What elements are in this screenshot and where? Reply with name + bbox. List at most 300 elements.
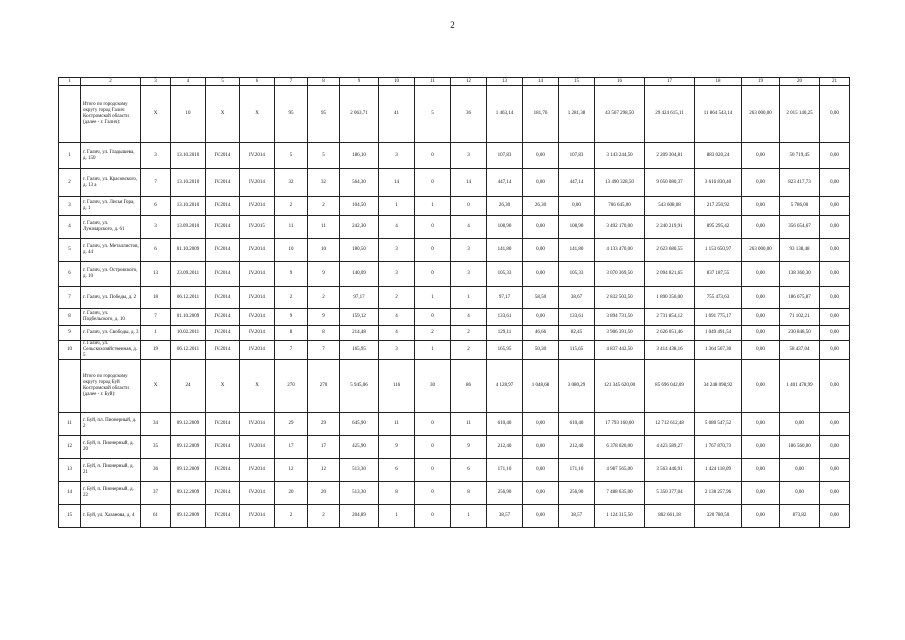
table-cell-col-19: 0,00 [742,505,780,528]
table-cell-col-11: 0 [415,459,451,482]
table-cell-col-15: 108,90 [559,216,595,239]
table-cell-col-1: 15 [59,505,81,528]
table-cell-col-19: 0,00 [742,287,780,309]
table-cell-col-1 [59,86,81,143]
table-cell-col-13: 26,30 [487,197,523,216]
table-cell-col-9: 5 945,06 [340,360,379,413]
table-cell-col-12: 1 [451,287,487,309]
table-cell-col-5: IV.2014 [206,143,240,169]
table-cell-col-5: IV.2014 [206,326,240,341]
table-cell-col-4: 4 [171,78,206,86]
table-cell-col-14: 1 048,68 [523,360,559,413]
table-cell-col-7: 7 [275,78,308,86]
table-cell-col-10: 41 [379,86,415,143]
table-cell-col-5: IV.2014 [206,197,240,216]
housing-program-table [58,77,850,528]
table-cell-col-6: IV.2014 [240,436,275,459]
table-cell-col-3: 18 [141,287,171,309]
table-cell-col-2: г. Буй, п. Пионерный, д. 22 [81,482,141,505]
table-cell-col-4: 10.02.2011 [171,326,206,341]
table-cell-col-21: 0,00 [820,436,850,459]
table-cell-col-20: 823 417,73 [780,169,820,197]
header-row [59,78,850,86]
table-cell-col-2: г. Галич, ул. Островского, д. 10 [81,262,141,287]
table-cell-col-10: 1 [379,197,415,216]
table-cell-col-8: 9 [308,262,340,287]
table-cell-col-9: 159,12 [340,309,379,326]
table-cell-col-14: 46,66 [523,326,559,341]
table-cell-col-2: г. Буй, п. Пионерный, д. 21 [81,459,141,482]
table-cell-col-16: 121 345 620,00 [595,360,645,413]
table-cell-col-12: 0 [451,197,487,216]
table-cell-col-3: 34 [141,413,171,436]
table-cell-col-10: 1 [379,505,415,528]
table-cell-col-6: IV.2015 [240,216,275,239]
table-cell-col-20: 2 015 140,25 [780,86,820,143]
table-cell-col-9: 140,09 [340,262,379,287]
table-cell-col-17: 17 [645,78,695,86]
table-cell-col-14: 0,00 [523,216,559,239]
table-cell-col-17: 2 626 051,46 [645,326,695,341]
table-cell-col-12: 36 [451,86,487,143]
table-cell-col-13: 38,57 [487,505,523,528]
table-cell-col-8: 10 [308,239,340,262]
table-cell-col-6: 6 [240,78,275,86]
table-cell-col-16: 3 143 244,50 [595,143,645,169]
table-cell-col-5: IV.2014 [206,287,240,309]
table-row [59,239,850,262]
table-cell-col-16: 4 837 442,50 [595,341,645,360]
table-cell-col-16: 4 987 565,00 [595,459,645,482]
table-cell-col-15: 141,80 [559,239,595,262]
table-cell-col-4: 06.12.2011 [171,287,206,309]
table-cell-col-6: IV.2014 [240,413,275,436]
table-cell-col-13: 447,14 [487,169,523,197]
table-cell-col-3: 36 [141,459,171,482]
table-cell-col-11: 0 [415,216,451,239]
table-cell-col-20: 873,82 [780,505,820,528]
table-cell-col-14: 14 [523,78,559,86]
table-cell-col-4: 10 [171,86,206,143]
table-cell-col-4: 13.09.2010 [171,216,206,239]
table-cell-col-17: 5 350 377,04 [645,482,695,505]
table-cell-col-3: X [141,360,171,413]
table-cell-col-1: 4 [59,216,81,239]
table-cell-col-5: IV.2014 [206,216,240,239]
table-cell-col-20: 0,00 [780,482,820,505]
table-cell-col-2: Итого по городскому округу город Галич Костромской области (далее - г. Галич): [81,86,141,143]
table-cell-col-18: 3 616 830,40 [695,169,742,197]
table-cell-col-14: 0,00 [523,309,559,326]
table-row [59,169,850,197]
table-cell-col-19: 263 000,00 [742,86,780,143]
table-cell-col-13: 610,40 [487,413,523,436]
table-cell-col-19: 0,00 [742,341,780,360]
table-cell-col-17: 802 661,18 [645,505,695,528]
table-cell-col-9: 425,90 [340,436,379,459]
table-cell-col-11: 1 [415,197,451,216]
table-cell-col-21: 0,00 [820,216,850,239]
table-cell-col-19: 0,00 [742,436,780,459]
table-cell-col-7: 20 [275,482,308,505]
table-cell-col-17: 2 240 219,91 [645,216,695,239]
table-cell-col-20: 58 437,04 [780,341,820,360]
table-cell-col-9: 104,50 [340,197,379,216]
table-cell-col-13: 97,17 [487,287,523,309]
table-cell-col-5: X [206,86,240,143]
table-cell-col-18: 1 364 567,30 [695,341,742,360]
table-cell-col-18: 2 138 257,96 [695,482,742,505]
table-cell-col-12: 4 [451,216,487,239]
table-cell-col-8: 9 [308,309,340,326]
table-cell-col-19: 0,00 [742,360,780,413]
table-cell-col-1: 3 [59,197,81,216]
table-cell-col-21: 0,00 [820,459,850,482]
table-row [59,505,850,528]
table-cell-col-21: 0,00 [820,239,850,262]
table-row [59,309,850,326]
table-cell-col-14: 181,76 [523,86,559,143]
table-cell-col-16: 3 894 731,50 [595,309,645,326]
table-cell-col-1: 8 [59,309,81,326]
table-cell-col-10: 4 [379,216,415,239]
table-cell-col-11: 0 [415,413,451,436]
table-cell-col-7: 12 [275,459,308,482]
table-cell-col-8: 7 [308,341,340,360]
table-cell-col-20: 138 360,30 [780,262,820,287]
table-cell-col-11: 0 [415,505,451,528]
table-cell-col-9: 645,90 [340,413,379,436]
table-cell-col-1: 1 [59,143,81,169]
table-cell-col-5: IV.2014 [206,482,240,505]
table-cell-col-6: IV.2014 [240,262,275,287]
table-cell-col-14: 0,00 [523,239,559,262]
table-cell-col-11: 1 [415,341,451,360]
table-cell-col-21: 0,00 [820,197,850,216]
table-cell-col-1: 2 [59,169,81,197]
table-cell-col-11: 0 [415,143,451,169]
table-cell-col-18: 1 424 118,09 [695,459,742,482]
table-cell-col-1: 7 [59,287,81,309]
table-cell-col-15: 105,33 [559,262,595,287]
table-cell-col-13: 165,95 [487,341,523,360]
table-cell-col-16: 7 488 635,00 [595,482,645,505]
table-cell-col-16: 4 133 470,00 [595,239,645,262]
table-cell-col-18: 11 864 543,14 [695,86,742,143]
table-cell-col-7: 9 [275,309,308,326]
table-cell-col-20: 50 719,45 [780,143,820,169]
table-cell-col-2: г. Галич, ул. Красовского, д. 13 а [81,169,141,197]
table-cell-col-7: 10 [275,239,308,262]
table-cell-col-2: г. Галич, ул. Гладышева, д. 150 [81,143,141,169]
table-cell-col-9: 2 063,71 [340,86,379,143]
table-cell-col-14: 0,00 [523,262,559,287]
table-cell-col-16: 3 492 170,00 [595,216,645,239]
table-cell-col-14: 0,00 [523,482,559,505]
table-cell-col-2: г. Галич, ул. Сельскохозяйственная, д. 5 [81,341,141,360]
table-cell-col-21: 0,00 [820,262,850,287]
table-cell-col-19: 0,00 [742,309,780,326]
table-cell-col-13: 105,33 [487,262,523,287]
table-cell-col-5: IV.2014 [206,239,240,262]
table-cell-col-17: 2 209 304,81 [645,143,695,169]
table-cell-col-18: 320 780,50 [695,505,742,528]
table-cell-col-11: 11 [415,78,451,86]
table-cell-col-5: IV.2014 [206,309,240,326]
table-cell-col-17: 3 414 438,16 [645,341,695,360]
table-cell-col-9: 180,50 [340,239,379,262]
table-cell-col-16: 1 124 315,50 [595,505,645,528]
table-cell-col-8: 2 [308,287,340,309]
table-row [59,326,850,341]
table-cell-col-3: 13 [141,262,171,287]
table-cell-col-1: 14 [59,482,81,505]
table-cell-col-4: 09.12.2009 [171,482,206,505]
table-cell-col-10: 9 [379,436,415,459]
table-cell-col-6: IV.2014 [240,309,275,326]
table-cell-col-13: 212,40 [487,436,523,459]
table-cell-col-3: 7 [141,169,171,197]
table-cell-col-13: 4 128,97 [487,360,523,413]
table-cell-col-2: г. Галич, ул. Луначарского, д. 61 [81,216,141,239]
table-cell-col-17: 2 094 821,65 [645,262,695,287]
table-cell-col-18: 1 767 870,73 [695,436,742,459]
table-cell-col-13: 108,90 [487,216,523,239]
table-cell-col-19: 0,00 [742,169,780,197]
table-cell-col-4: 13.10.2010 [171,143,206,169]
table-cell-col-12: 2 [451,341,487,360]
table-cell-col-8: 2 [308,197,340,216]
table-cell-col-14: 0,00 [523,436,559,459]
table-cell-col-7: 270 [275,360,308,413]
table-cell-col-8: 12 [308,459,340,482]
table-cell-col-14: 0,00 [523,169,559,197]
table-cell-col-12: 3 [451,262,487,287]
table-cell-col-11: 1 [415,287,451,309]
table-cell-col-6: IV.2014 [240,169,275,197]
total-row [59,86,850,143]
table-cell-col-14: 58,50 [523,287,559,309]
table-cell-col-10: 3 [379,341,415,360]
table-cell-col-2: г. Буй, пл. Пионерный, д. 2 [81,413,141,436]
table-cell-col-6: IV.2014 [240,326,275,341]
table-cell-col-10: 10 [379,78,415,86]
table-cell-col-5: 5 [206,78,240,86]
table-cell-col-21: 0,00 [820,341,850,360]
table-cell-col-18: 5 080 547,52 [695,413,742,436]
table-cell-col-10: 4 [379,309,415,326]
table-cell-col-5: X [206,360,240,413]
table-cell-col-3: 1 [141,326,171,341]
table-cell-col-17: 2 623 680,55 [645,239,695,262]
table-cell-col-1: 11 [59,413,81,436]
table-row [59,262,850,287]
table-cell-col-15: 115,65 [559,341,595,360]
table-cell-col-3: X [141,86,171,143]
table-cell-col-4: 06.12.2011 [171,341,206,360]
total-row [59,360,850,413]
table-cell-col-11: 0 [415,436,451,459]
table-cell-col-12: 4 [451,309,487,326]
table-cell-col-21: 0,00 [820,360,850,413]
table-row [59,436,850,459]
table-cell-col-11: 0 [415,239,451,262]
table-cell-col-2: г. Буй, п. Пионерный, д. 20 [81,436,141,459]
table-cell-col-10: 3 [379,143,415,169]
table-cell-col-5: IV.2014 [206,436,240,459]
table-cell-col-14: 0,00 [523,413,559,436]
table-cell-col-14: 0,00 [523,143,559,169]
table-cell-col-17: 3 563 446,91 [645,459,695,482]
table-cell-col-17: 9 050 080,37 [645,169,695,197]
table-cell-col-14: 0,00 [523,505,559,528]
table-cell-col-6: X [240,86,275,143]
table-cell-col-21: 0,00 [820,143,850,169]
table-cell-col-7: 29 [275,413,308,436]
table-cell-col-4: 09.12.2009 [171,436,206,459]
table-cell-col-5: IV.2014 [206,262,240,287]
table-cell-col-19: 19 [742,78,780,86]
table-cell-col-4: 09.12.2009 [171,413,206,436]
page-number: 2 [450,20,455,30]
table-cell-col-18: 883 020,24 [695,143,742,169]
table-cell-col-3: 19 [141,341,171,360]
table-cell-col-2: 2 [81,78,141,86]
table-cell-col-21: 0,00 [820,326,850,341]
table-cell-col-13: 256,90 [487,482,523,505]
table-cell-col-11: 0 [415,482,451,505]
table-cell-col-3: 37 [141,482,171,505]
table-cell-col-10: 2 [379,287,415,309]
table-cell-col-2: Итого по городскому округу город Буй Костромской области (далее - г. Буй): [81,360,141,413]
table-cell-col-8: 95 [308,86,340,143]
table-cell-col-19: 0,00 [742,413,780,436]
table-cell-col-11: 0 [415,262,451,287]
table-cell-col-2: г. Галич, ул. Подбельского, д. 10 [81,309,141,326]
table-cell-col-12: 2 [451,326,487,341]
table-cell-col-8: 11 [308,216,340,239]
table-cell-col-11: 5 [415,86,451,143]
table-cell-col-1: 5 [59,239,81,262]
table-cell-col-14: 50,30 [523,341,559,360]
table-cell-col-6: IV.2014 [240,482,275,505]
table-cell-col-12: 1 [451,505,487,528]
table-cell-col-18: 837 187,55 [695,262,742,287]
table-cell-col-7: 11 [275,216,308,239]
table-cell-col-11: 0 [415,309,451,326]
table-cell-col-7: 2 [275,197,308,216]
table-cell-col-7: 7 [275,341,308,360]
table-cell-col-8: 29 [308,413,340,436]
table-cell-col-2: г. Галич, ул. Металлистов, д. 44 [81,239,141,262]
table-cell-col-3: 6 [141,197,171,216]
table-cell-col-4: 13.10.2010 [171,197,206,216]
table-cell-col-13: 1 463,14 [487,86,523,143]
table-cell-col-15: 38,67 [559,287,595,309]
table-cell-col-9: 214,48 [340,326,379,341]
table-cell-col-4: 09.12.2009 [171,459,206,482]
table-cell-col-6: IV.2014 [240,239,275,262]
table-cell-col-1: 10 [59,341,81,360]
table-row [59,341,850,360]
table-cell-col-3: 3 [141,216,171,239]
table-cell-col-19: 0,00 [742,216,780,239]
table-cell-col-2: г. Галич, ул. Лисья Гора, д. 1 [81,197,141,216]
table-cell-col-21: 0,00 [820,482,850,505]
table-cell-col-5: IV.2014 [206,505,240,528]
table-cell-col-6: IV.2014 [240,197,275,216]
table-cell-col-2: г. Галич, ул. Победы, д. 2 [81,287,141,309]
table-cell-col-1: 13 [59,459,81,482]
table-cell-col-1 [59,360,81,413]
table-cell-col-10: 4 [379,326,415,341]
table-cell-col-17: 2 731 854,12 [645,309,695,326]
table-cell-col-9: 97,17 [340,287,379,309]
table-cell-col-9: 513,30 [340,459,379,482]
table-cell-col-12: 6 [451,459,487,482]
table-cell-col-18: 895 295,42 [695,216,742,239]
table-cell-col-10: 3 [379,262,415,287]
table-cell-col-3: 6 [141,239,171,262]
table-cell-col-20: 20 [780,78,820,86]
table-cell-col-16: 13 490 328,50 [595,169,645,197]
table-cell-col-21: 0,00 [820,86,850,143]
table-cell-col-12: 3 [451,239,487,262]
table-cell-col-17: 85 696 042,09 [645,360,695,413]
table-cell-col-16: 3 906 391,50 [595,326,645,341]
table-cell-col-15: 133,61 [559,309,595,326]
table-cell-col-2: г. Буй, ул. Хазанова, д. 4 [81,505,141,528]
table-cell-col-4: 01.10.2009 [171,239,206,262]
table-cell-col-9: 242,30 [340,216,379,239]
table-cell-col-7: 2 [275,505,308,528]
table-cell-col-12: 8 [451,482,487,505]
table-cell-col-7: 32 [275,169,308,197]
table-cell-col-15: 38,57 [559,505,595,528]
table-cell-col-3: 61 [141,505,171,528]
table-cell-col-18: 1 091 775,17 [695,309,742,326]
table-cell-col-13: 133,61 [487,309,523,326]
table-cell-col-3: 7 [141,309,171,326]
table-cell-col-4: 13.10.2010 [171,169,206,197]
table-cell-col-9: 9 [340,78,379,86]
table-cell-col-6: IV.2014 [240,143,275,169]
table-cell-col-10: 11 [379,413,415,436]
table-row [59,197,850,216]
table-cell-col-17: 12 712 612,48 [645,413,695,436]
table-cell-col-21: 0,00 [820,287,850,309]
table-cell-col-3: 35 [141,436,171,459]
table-cell-col-4: 09.12.2009 [171,505,206,528]
table-cell-col-10: 8 [379,482,415,505]
table-cell-col-12: 86 [451,360,487,413]
table-cell-col-20: 0,00 [780,459,820,482]
table-cell-col-10: 14 [379,169,415,197]
table-cell-col-21: 0,00 [820,309,850,326]
table-cell-col-11: 30 [415,360,451,413]
table-cell-col-9: 513,30 [340,482,379,505]
table-cell-col-14: 0,00 [523,459,559,482]
table-row [59,216,850,239]
table-cell-col-12: 11 [451,413,487,436]
table-cell-col-15: 82,45 [559,326,595,341]
table-cell-col-16: 43 567 298,50 [595,86,645,143]
table-cell-col-21: 0,00 [820,413,850,436]
table-cell-col-18: 18 [695,78,742,86]
table-cell-col-16: 766 645,00 [595,197,645,216]
table-cell-col-6: X [240,360,275,413]
table-cell-col-19: 263 000,00 [742,239,780,262]
